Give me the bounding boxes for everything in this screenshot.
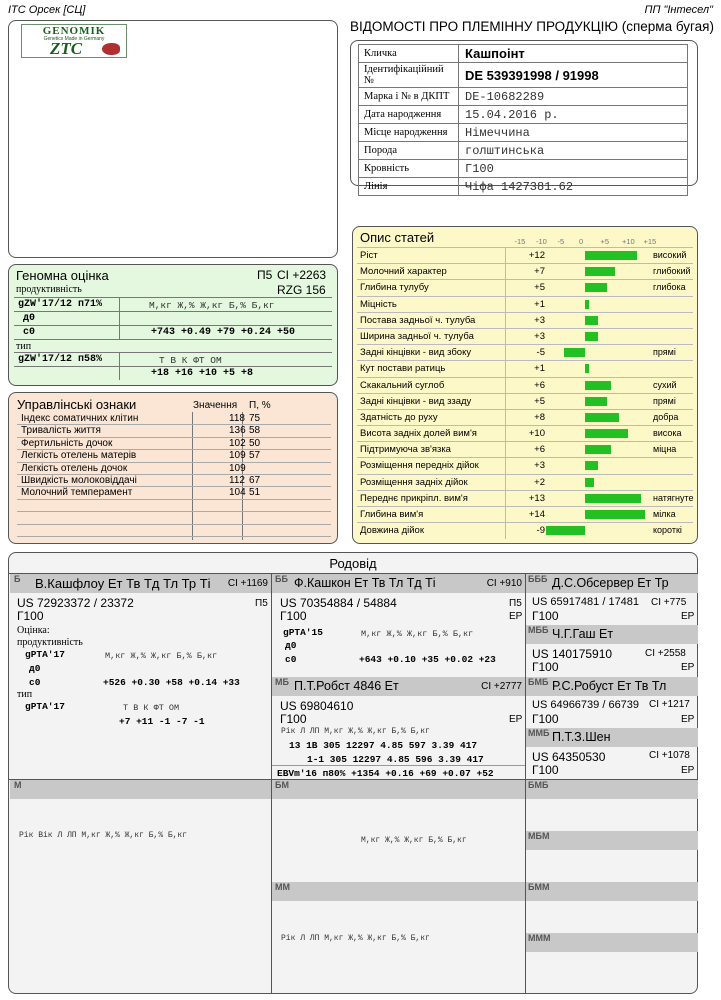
header-right: ПП "Інтесел": [644, 4, 713, 16]
trait-desc: прямі: [653, 395, 676, 406]
management-row: [17, 413, 331, 425]
bmb2-code: БМБ: [528, 780, 549, 790]
info-table: [358, 44, 688, 196]
sire-c0: с0: [29, 677, 41, 688]
genomic-c0-values: +743 +0.49 +79 +0.24 +50: [151, 327, 296, 338]
mb-id: US 69804610: [280, 699, 354, 713]
conformation-row: [357, 425, 693, 441]
trait-bar: [585, 445, 611, 454]
trait-name: Глибина тулубу: [360, 282, 429, 294]
photo-box: [8, 20, 338, 258]
conformation-row: [357, 296, 693, 312]
mm-code: ММ: [275, 882, 290, 892]
trait-desc: натягнуте: [653, 492, 694, 503]
info-row: [359, 124, 688, 142]
management-value: 102: [229, 437, 246, 449]
mbb-ep: EP: [681, 662, 695, 673]
bb-d0: д0: [285, 640, 297, 651]
management-p: 75: [249, 413, 261, 424]
genomic-row2-cols: Т В К ФТ ОМ: [159, 355, 222, 366]
trait-name: Міцність: [360, 298, 397, 310]
bmb-id: US 64966739 / 66739: [532, 699, 640, 711]
trait-name: Розміщення передніх дійок: [360, 460, 479, 472]
info-value: Кашпоінт: [459, 45, 688, 63]
bb-id: US 70354884 / 54884: [280, 596, 397, 610]
pedigree-box: [8, 552, 698, 994]
mb-row1: 13 1В 305 12297 4.85 597 3.39 417: [289, 740, 478, 751]
info-row: [359, 106, 688, 124]
management-p: 67: [249, 474, 261, 486]
logo-genomik: GENOMIK: [42, 25, 106, 37]
trait-value: +12: [528, 250, 545, 261]
trait-name: Переднє прикріпл. вим'я: [360, 492, 468, 504]
pedigree-title: Родовід: [329, 556, 377, 571]
bmb2-header: [526, 780, 698, 799]
trait-desc: висока: [653, 428, 682, 439]
management-value: 112: [229, 474, 245, 486]
management-name: Швидкість молоковіддачі: [21, 474, 137, 486]
info-row: [359, 142, 688, 160]
mbb-ci: CI +2558: [645, 648, 686, 659]
bb-name: Ф.Кашкон Ет Тв Тл Тд Ті: [294, 576, 436, 590]
trait-bar: [564, 348, 586, 357]
trait-value: +6: [534, 444, 545, 456]
genomic-row1-cols: М,кг Ж,% Ж,кг Б,% Б,кг: [149, 300, 275, 311]
management-value: 136: [229, 425, 246, 437]
genomic-row2-values: +18 +16 +10 +5 +8: [151, 368, 254, 379]
scale-tick: +15: [643, 237, 657, 246]
trait-name: Висота задніх долей вим'я: [360, 428, 477, 440]
management-row: [17, 463, 331, 475]
trait-bar: [585, 478, 594, 487]
trait-desc: міцна: [653, 444, 677, 455]
info-value: 15.04.2016 р.: [459, 106, 688, 124]
management-name: Молочний темперамент: [21, 487, 133, 499]
sire-prod: продуктивність: [17, 637, 83, 648]
trait-desc: добра: [653, 411, 679, 422]
bmb-name: Р.С.Робуст Ет Тв Тл: [552, 679, 667, 693]
trait-bar: [585, 413, 619, 422]
bmb-blood: Г100: [532, 712, 559, 726]
info-row: [359, 63, 688, 88]
trait-value: +3: [534, 460, 545, 472]
mbm-header: [526, 831, 698, 850]
info-value: Г100: [459, 160, 688, 178]
trait-desc: мілка: [653, 509, 676, 519]
trait-bar: [585, 267, 615, 276]
trait-name: Підтримуюча зв'язка: [360, 444, 451, 456]
conformation-row: [357, 393, 693, 409]
trait-desc: прямі: [653, 347, 676, 358]
mbb-id: US 140175910: [532, 647, 613, 661]
genomic-row1-label: gZW'17/12 п71%: [18, 299, 103, 310]
trait-value: +8: [534, 411, 545, 423]
trait-bar: [585, 316, 598, 325]
sire-tip-cols: Т В К ФТ ОМ: [123, 703, 180, 713]
trait-name: Задні кінцівки - вид ззаду: [360, 395, 472, 407]
trait-bar: [585, 332, 598, 341]
bb-code: ББ: [275, 574, 288, 584]
conformation-row: [357, 474, 693, 490]
mm-header: [272, 882, 525, 901]
mmb-ep: EP: [681, 765, 695, 776]
bm-cols: М,кг Ж,% Ж,кг Б,% Б,кг: [361, 836, 467, 845]
conformation-list: [357, 247, 693, 538]
bmb-ep: EP: [681, 714, 695, 725]
management-col-p: П, %: [249, 400, 271, 411]
conformation-row: [357, 247, 693, 263]
mmm-code: МММ: [528, 933, 551, 943]
management-p: 58: [249, 425, 261, 437]
ztc-logo: [21, 24, 127, 58]
info-label: Кличка: [359, 45, 459, 63]
conformation-row: [357, 328, 693, 344]
management-list: [17, 413, 331, 537]
mmb-ci: CI +1078: [649, 750, 690, 761]
mmb-id: US 64350530: [532, 750, 606, 764]
trait-value: +2: [534, 476, 545, 488]
management-row: [17, 487, 331, 499]
bbb-blood: Г100: [532, 609, 559, 623]
info-value: DE 539391998 / 91998: [459, 63, 688, 88]
trait-name: Ширина задньої ч. тулуба: [360, 330, 474, 342]
info-value: DE-10682289: [459, 88, 688, 106]
management-p: 51: [249, 487, 261, 499]
mb-ep: EP: [509, 714, 523, 725]
trait-bar: [585, 494, 641, 503]
sire-eval: Оцінка:: [17, 625, 50, 636]
management-row: [17, 425, 331, 437]
scale-tick: 0: [579, 237, 584, 246]
info-value: Німеччина: [459, 124, 688, 142]
logo-ztc: ZTC: [49, 39, 83, 58]
bb-c0: с0: [285, 654, 297, 665]
genomic-title: Геномна оцінка: [16, 268, 109, 283]
scale-tick: -15: [514, 237, 526, 246]
trait-value: +1: [534, 298, 545, 310]
management-row: [17, 512, 331, 524]
genomic-tip: тип: [16, 341, 32, 352]
bbb-id: US 65917481 / 17481: [532, 596, 640, 608]
mb-name: П.Т.Робст 4846 Ет: [294, 679, 399, 693]
info-label: Місце народження: [359, 124, 459, 142]
trait-bar: [585, 364, 589, 373]
trait-bar: [585, 429, 628, 438]
logo-tagline: Genetics Made in Germany: [43, 36, 105, 42]
info-row: [359, 160, 688, 178]
mbb-header: [526, 625, 698, 644]
conformation-row: [357, 344, 693, 360]
conformation-row: [357, 409, 693, 425]
trait-bar: [585, 251, 637, 260]
trait-name: Довжина дійок: [360, 525, 424, 537]
scale-tick: +5: [600, 237, 610, 246]
conformation-row: [357, 490, 693, 506]
sire-row-label: gPTA'17: [25, 649, 65, 660]
trait-value: +6: [534, 379, 545, 391]
trait-desc: короткі: [653, 525, 682, 536]
management-name: Фертильність дочок: [21, 437, 113, 449]
management-p: 57: [249, 450, 261, 462]
conformation-row: [357, 506, 693, 522]
bmm-header: [526, 882, 698, 901]
trait-name: Ріст: [360, 250, 378, 261]
mmb-header: [526, 728, 698, 747]
bmb-code: БМБ: [528, 677, 549, 687]
conformation-row: [357, 441, 693, 457]
trait-name: Кут постави ратиць: [360, 363, 446, 375]
management-value: 118: [229, 413, 245, 424]
trait-value: +3: [534, 314, 545, 326]
mmm-header: [526, 933, 698, 952]
bb-ci: CI +910: [486, 578, 522, 589]
scale-tick: -5: [557, 237, 565, 246]
management-row: [17, 438, 331, 450]
bbb-ep: EP: [681, 611, 695, 622]
mm-cols: Рік Л ЛП М,кг Ж,% Ж,кг Б,% Б,кг: [281, 934, 430, 943]
conformation-row: [357, 279, 693, 295]
bull-icon: [102, 43, 120, 55]
bbb-ci: CI +775: [651, 597, 687, 608]
mbb-code: МББ: [528, 625, 549, 635]
sire-tip-label: gPTA'17: [25, 701, 65, 712]
genomic-rzg: RZG 156: [277, 283, 326, 297]
info-row: [359, 178, 688, 196]
sire-p: П5: [255, 598, 268, 609]
genomic-ci: CI +2263: [277, 268, 327, 282]
management-name: Легкість отелень дочок: [21, 462, 128, 474]
mmb-code: ММБ: [528, 728, 550, 738]
bbb-header: [526, 574, 698, 593]
m-header: [10, 780, 271, 799]
bm-code: БМ: [275, 780, 289, 790]
mb-row2: 1-1 305 12297 4.85 596 3.39 417: [307, 754, 484, 765]
bb-blood: Г100: [280, 609, 307, 623]
mmb-name: П.Т.З.Шен: [552, 730, 611, 744]
info-label: Марка і № в ДКПТ: [359, 88, 459, 106]
mb-ebv: EBVm'16 п80% +1354 +0.16 +69 +0.07 +52: [277, 768, 494, 779]
management-col-value: Значення: [193, 400, 238, 411]
trait-bar: [585, 283, 607, 292]
management-p: 50: [249, 437, 261, 449]
bb-c0-values: +643 +0.10 +35 +0.02 +23: [359, 654, 496, 665]
bbb-name: Д.С.Обсервер Ет Тр: [552, 576, 669, 590]
info-value: голштинська: [459, 142, 688, 160]
sire-cols: М,кг Ж,% Ж,кг Б,% Б,кг: [105, 651, 218, 661]
conformation-row: [357, 312, 693, 328]
page-title: ВІДОМОСТІ ПРО ПЛЕМІННУ ПРОДУКЦІЮ (сперма бугая): [350, 19, 714, 34]
bb-row-label: gPTA'15: [283, 627, 323, 638]
info-row: [359, 88, 688, 106]
management-value: 109: [229, 462, 246, 474]
bb-ep: EP: [509, 611, 523, 622]
info-label: Лінія: [359, 178, 459, 196]
trait-desc: глибокий: [653, 266, 691, 277]
conformation-box: [352, 226, 698, 544]
info-label: Ідентифікаційний №: [359, 63, 459, 88]
management-value: 109: [229, 450, 246, 462]
genomic-p5: П5: [257, 268, 273, 282]
trait-bar: [546, 526, 585, 535]
trait-value: +5: [534, 395, 545, 407]
bb-header: [272, 574, 525, 593]
trait-bar: [585, 510, 645, 519]
sire-tip: тип: [17, 689, 33, 700]
trait-bar: [585, 300, 589, 309]
trait-value: +3: [534, 330, 545, 342]
trait-desc: високий: [653, 250, 687, 260]
sire-id: US 72923372 / 23372: [17, 596, 134, 610]
trait-desc: глибока: [653, 282, 686, 293]
management-name: Індекс соматичних клітин: [21, 413, 139, 424]
bb-cols: М,кг Ж,% Ж,кг Б,% Б,кг: [361, 629, 474, 639]
management-row: [17, 525, 331, 537]
management-title: Управлінські ознаки: [17, 397, 137, 412]
mb-ci: CI +2777: [481, 681, 522, 692]
mbm-code: МБМ: [528, 831, 550, 841]
genomic-box: [8, 264, 338, 386]
conformation-row: [357, 377, 693, 393]
mbb-name: Ч.Г.Гаш Ет: [552, 627, 614, 641]
bb-p: П5: [509, 598, 522, 609]
sire-code: Б: [14, 574, 21, 584]
sire-c0-values: +526 +0.30 +58 +0.14 +33: [103, 677, 240, 688]
trait-name: Постава задньої ч. тулуба: [360, 314, 476, 326]
info-box: [350, 40, 698, 194]
sire-ci: CI +1169: [227, 578, 268, 589]
trait-name: Розміщення задніх дійок: [360, 476, 468, 488]
management-row: [17, 450, 331, 462]
mb-code: МБ: [275, 677, 289, 687]
trait-bar: [585, 461, 598, 470]
sire-tip-values: +7 +11 -1 -7 -1: [119, 716, 205, 727]
mmb-blood: Г100: [532, 763, 559, 777]
trait-value: -9: [536, 525, 545, 537]
header-left: ІТС Орсек [СЦ]: [8, 4, 86, 16]
mbb-blood: Г100: [532, 660, 559, 674]
scale-tick: -10: [536, 237, 547, 246]
conformation-row: [357, 263, 693, 279]
mb-header: [272, 677, 525, 696]
management-name: Тривалість життя: [21, 425, 101, 437]
m-code: М: [14, 780, 22, 790]
management-box: [8, 392, 338, 544]
conformation-row: [357, 457, 693, 473]
info-row: [359, 45, 688, 63]
trait-value: +1: [534, 363, 545, 375]
trait-name: Глибина вим'я: [360, 509, 424, 520]
management-row: [17, 475, 331, 487]
sire-header: [10, 574, 271, 593]
trait-bar: [585, 381, 611, 390]
bm-header: [272, 780, 525, 799]
mb-blood: Г100: [280, 712, 307, 726]
management-name: Легкість отелень матерів: [21, 450, 137, 462]
trait-value: +14: [528, 509, 545, 520]
trait-name: Молочний характер: [360, 266, 447, 278]
trait-value: +10: [528, 428, 545, 440]
trait-value: +7: [534, 266, 545, 278]
info-value: Чіфа 1427381.62: [459, 178, 688, 196]
info-label: Кровність: [359, 160, 459, 178]
genomic-c0: с0: [23, 327, 36, 338]
sire-blood: Г100: [17, 609, 44, 623]
sire-d0: д0: [29, 663, 41, 674]
m-cols: Рік Вік Л ЛП М,кг Ж,% Ж,кг Б,% Б,кг: [19, 831, 188, 840]
scale-tick: +10: [622, 237, 635, 246]
trait-value: +5: [534, 282, 545, 294]
trait-name: Здатність до руху: [360, 411, 438, 423]
trait-bar: [585, 397, 607, 406]
mb-cols: Рік Л ЛП М,кг Ж,% Ж,кг Б,% Б,кг: [281, 727, 430, 736]
trait-value: -5: [536, 347, 545, 359]
sire-name: В.Кашфлоу Ет Тв Тд Тл Тр Ті: [35, 576, 211, 591]
genomic-subtitle: продуктивність: [16, 284, 82, 295]
info-label: Дата народження: [359, 106, 459, 124]
trait-name: Задні кінцівки - вид збоку: [360, 347, 472, 359]
trait-name: Скакальний суглоб: [360, 379, 445, 391]
conformation-row: [357, 522, 693, 538]
trait-value: +13: [528, 492, 545, 504]
trait-desc: сухий: [653, 379, 677, 390]
genomic-row2-label: gZW'17/12 п58%: [18, 354, 103, 365]
management-value: 104: [229, 487, 246, 499]
conformation-title: Опис статей: [360, 230, 435, 245]
genomic-d0: д0: [23, 313, 36, 324]
bbb-code: БББ: [528, 574, 548, 584]
info-label: Порода: [359, 142, 459, 160]
bmb-header: [526, 677, 698, 696]
bmb-ci: CI +1217: [649, 699, 690, 710]
management-row: [17, 500, 331, 512]
conformation-row: [357, 360, 693, 376]
bmm-code: БММ: [528, 882, 550, 892]
